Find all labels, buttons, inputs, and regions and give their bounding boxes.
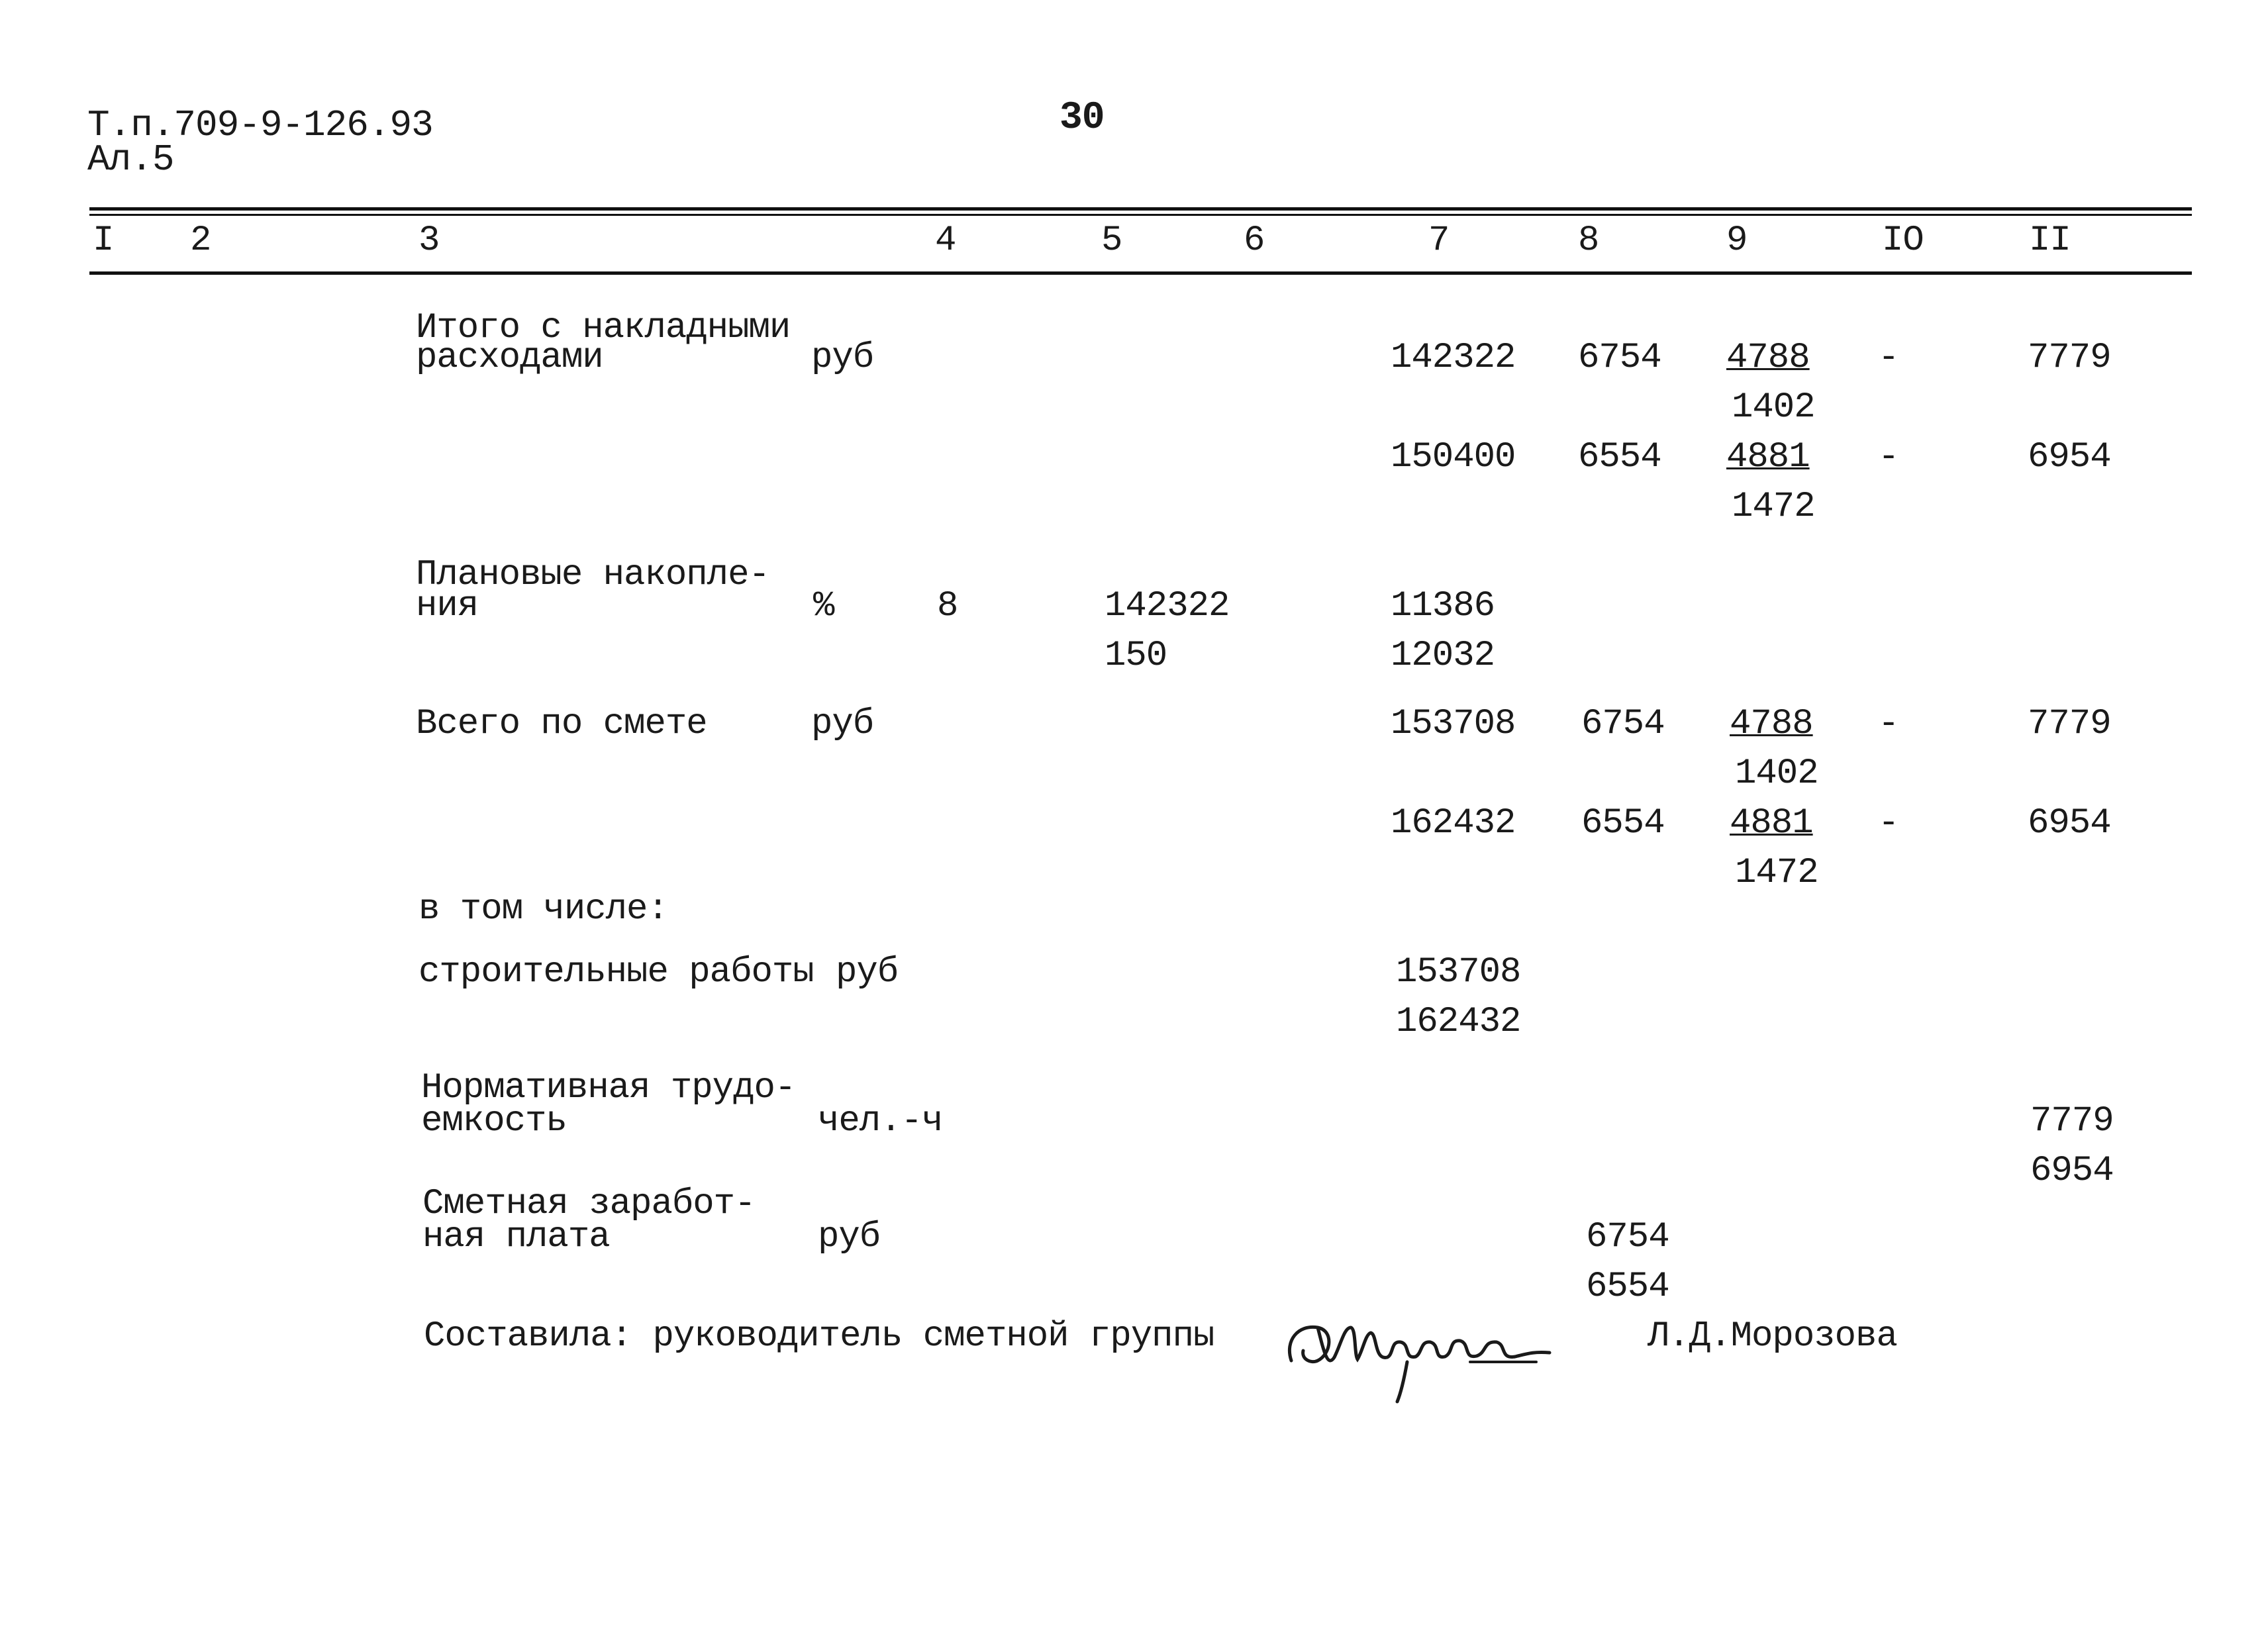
row-label: в том числе: (419, 889, 668, 930)
cell-col9: 4881 (1726, 437, 1810, 477)
col-header-11: II (2029, 220, 2071, 261)
sheet-number: Ал.5 (87, 138, 174, 181)
col-header-2: 2 (190, 220, 211, 261)
row-label: ния (416, 586, 479, 626)
cell-col7: 142322 (1391, 338, 1516, 378)
cell-col7: 153708 (1396, 952, 1521, 992)
cell-col8: 6754 (1586, 1217, 1669, 1257)
cell-col10: - (1878, 803, 1899, 844)
cell-col11: 6954 (2028, 437, 2111, 477)
cell-col8: 6554 (1581, 803, 1665, 844)
cell-col11: 7779 (2030, 1101, 2114, 1141)
row-label: Итого с накладными (416, 308, 791, 348)
cell-col11: 6954 (2028, 803, 2111, 844)
handwritten-signature (1271, 1288, 1556, 1407)
cell-col7: 162432 (1396, 1002, 1521, 1042)
cell-col8: 6554 (1586, 1267, 1669, 1307)
cell-col10: - (1878, 704, 1899, 744)
unit: руб (818, 1217, 881, 1257)
table-top-rule-inner (89, 214, 2192, 216)
row-label: емкость (421, 1101, 567, 1141)
cell-col9: 4788 (1730, 704, 1813, 744)
unit: чел.-ч (818, 1101, 943, 1141)
cell-col8: 6554 (1578, 437, 1661, 477)
col-header-4: 4 (935, 220, 956, 261)
cell-col10: - (1878, 437, 1899, 477)
cell-col9: 1472 (1732, 487, 1815, 527)
row-label: расходами (416, 338, 603, 378)
cell-col7: 162432 (1391, 803, 1516, 844)
col-header-1: I (93, 220, 114, 261)
doc-code: Т.п.709-9-126.93 (87, 104, 433, 146)
table-top-rule (89, 207, 2192, 211)
unit: руб (811, 704, 874, 744)
col-header-9: 9 (1726, 220, 1748, 261)
cell-col5: 150 (1105, 636, 1167, 676)
cell-col7: 11386 (1391, 586, 1495, 626)
page-number: 30 (1060, 97, 1105, 140)
cell-col5: 142322 (1105, 586, 1230, 626)
col-header-8: 8 (1578, 220, 1599, 261)
unit: руб (811, 338, 874, 378)
cell-col9: 4881 (1730, 803, 1813, 844)
cell-col7: 150400 (1391, 437, 1516, 477)
cell-col9: 4788 (1726, 338, 1810, 378)
cell-col9: 1402 (1735, 753, 1818, 794)
row-label: Плановые накопле- (416, 555, 769, 595)
cell-col8: 6754 (1581, 704, 1665, 744)
col-header-5: 5 (1101, 220, 1122, 261)
compiled-by-label: Составила: руководитель сметной группы (424, 1316, 1214, 1357)
row-label: ная плата (422, 1217, 610, 1257)
cell-col7: 153708 (1391, 704, 1516, 744)
cell-col11: 7779 (2028, 338, 2111, 378)
row-label: строительные работы (419, 952, 814, 992)
col-header-3: 3 (419, 220, 440, 261)
cell-col10: - (1878, 338, 1899, 378)
cell-col11: 7779 (2028, 704, 2111, 744)
unit: руб (836, 952, 899, 992)
cell-col7: 12032 (1391, 636, 1495, 676)
row-label: Нормативная трудо- (421, 1068, 796, 1108)
col-header-7: 7 (1428, 220, 1450, 261)
table-header-bottom-rule (89, 271, 2192, 275)
cell-col9: 1472 (1735, 853, 1818, 893)
unit: % (813, 586, 834, 626)
cell-col9: 1402 (1732, 387, 1815, 428)
col-header-6: 6 (1244, 220, 1265, 261)
cell-col4: 8 (937, 586, 958, 626)
cell-col8: 6754 (1578, 338, 1661, 378)
compiler-name: Л.Д.Морозова (1648, 1316, 1897, 1357)
row-label: Всего по смете (416, 704, 707, 744)
row-label: Сметная заработ- (422, 1184, 756, 1224)
cell-col11: 6954 (2030, 1151, 2114, 1191)
col-header-10: IO (1882, 220, 1924, 261)
